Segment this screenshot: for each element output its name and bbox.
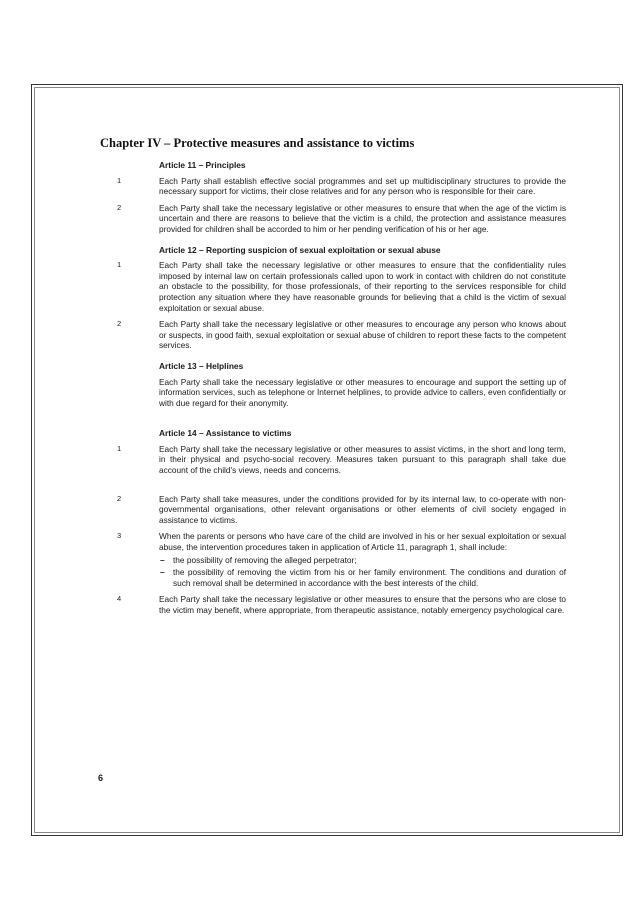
paragraph-text: Each Party shall take the necessary legislative or other measures to ensure that when the age of the victim is uncertain and there are reasons to believe that the victim is a child, the protection and assistance measures provided for children shall be accorded to him or her pending verification of his or her age. [159, 202, 566, 234]
paragraph-number: 4 [117, 594, 122, 604]
article-12-paragraph-1 [117, 260, 566, 313]
article-11-paragraph-1 [117, 175, 566, 197]
list-item: – the possibility of removing the victim from his or her family environment. The conditions and duration of such removal shall be determined in accordance with the best interests of the child. [159, 567, 566, 588]
article-11-paragraph-2 [117, 202, 566, 235]
paragraph-number: 1 [117, 443, 122, 453]
article-14-paragraph-1 [117, 443, 566, 476]
paragraph-text: Each Party shall establish effective social programmes and set up multidisciplinary structures to provide the necessary support for victims, their close relatives and for any person who is responsible for their care. [159, 175, 566, 197]
paragraph-text: Each Party shall take the necessary legislative or other measures to ensure that the confidentiality rules imposed by internal law on certain professionals called upon to work in contact with children do not constitute an obstacle to the possibility, for those professionals, of their reporting to the services responsible for child protection any situation where they have reasonable grounds for believing that a child is the victim of sexual exploitation or sexual abuse. [159, 260, 566, 313]
paragraph-number: 1 [117, 175, 122, 185]
page-number: 6 [98, 773, 104, 783]
list-item: – the possibility of removing the alleged perpetrator; [159, 555, 566, 566]
paragraph-number: 2 [117, 319, 122, 329]
article-12-title: Article 12 – Reporting suspicion of sexual exploitation or sexual abuse [159, 244, 441, 255]
paragraph-number: 2 [117, 202, 122, 212]
article-14-title: Article 14 – Assistance to victims [159, 428, 292, 439]
paragraph-number: 2 [117, 493, 122, 503]
article-12-paragraph-2 [117, 319, 566, 351]
article-14-paragraph-4 [117, 594, 566, 615]
document-body [100, 160, 566, 622]
article-14-paragraph-2 [117, 493, 566, 526]
chapter-title: Chapter IV – Protective measures and assistance to victims [100, 136, 415, 150]
paragraph-text: When the parents or persons who have care of the child are involved in his or her sexual exploitation or sexual abuse, the intervention procedures taken in application of Article 11, paragraph 1, shall include: [159, 531, 566, 553]
article-14-paragraph-3 [117, 531, 566, 588]
paragraph-text: Each Party shall take the necessary legislative or other measures to assist victims, in the short and long term, in their physical and psycho-social recovery. Measures taken pursuant to this paragraph shall take due account of the child's views, needs and concerns. [159, 443, 566, 476]
paragraph-text: Each Party shall take the necessary legislative or other measures to ensure that the persons who are close to the victim may benefit, where appropriate, from therapeutic assistance, notably emergency psychological care. [159, 594, 566, 615]
article-13-title: Article 13 – Helplines [159, 360, 244, 371]
paragraph-number: 3 [117, 531, 122, 541]
article-13-paragraph [159, 377, 566, 409]
paragraph-text: Each Party shall take the necessary legislative or other measures to encourage any person who knows about or suspects, in good faith, sexual exploitation or sexual abuse of children to report these facts to the competent services. [159, 319, 566, 351]
intervention-procedures-list [159, 555, 566, 589]
paragraph-text: Each Party shall take measures, under the conditions provided for by its internal law, to co-operate with non-governmental organisations, other relevant organisations or other elements of civil society engaged in assistance to victims. [159, 493, 566, 525]
article-11-title: Article 11 – Principles [159, 160, 246, 170]
paragraph-text: Each Party shall take the necessary legislative or other measures to encourage and support the setting up of information services, such as telephone or Internet helplines, to provide advice to callers, even confidentially or with due regard for their anonymity. [159, 376, 566, 408]
paragraph-number: 1 [117, 260, 122, 270]
